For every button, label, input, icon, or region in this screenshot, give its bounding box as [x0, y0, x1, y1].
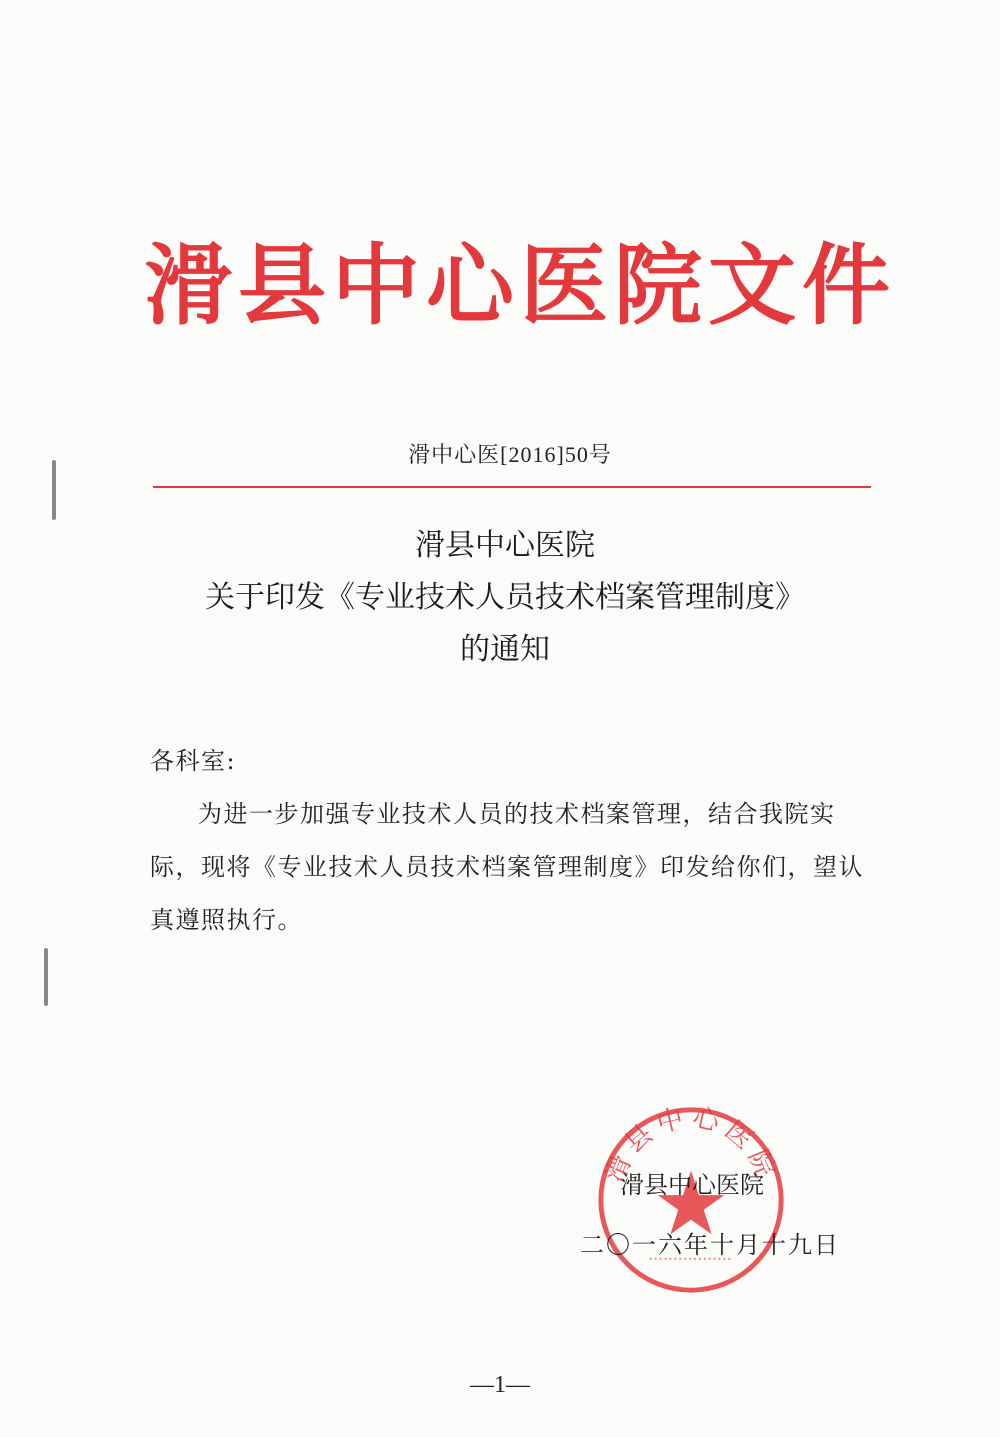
official-seal: [593, 1102, 789, 1298]
issuer-header: 滑县中心医院文件: [143, 233, 896, 337]
signature-organization: 滑县中心医院: [620, 1171, 764, 1199]
header-divider: [153, 486, 871, 488]
title-line-3: 的通知: [460, 632, 550, 667]
seal-text: 滑县中心医院: [599, 1102, 783, 1188]
staple-mark-top: [52, 460, 56, 520]
page-number: —1—: [470, 1372, 530, 1398]
body-paragraph: 为进一步加强专业技术人员的技术档案管理，结合我院实际，现将《专业技术人员技术档案管理制度》印发给你们，望认真遵照执行。: [150, 800, 864, 934]
title-line-2: 关于印发《专业技术人员技术档案管理制度》: [205, 580, 805, 615]
document-number: 滑中心医[2016]50号: [408, 442, 612, 467]
title-line-1: 滑县中心医院: [415, 528, 595, 563]
notice-title: [100, 520, 910, 676]
signature-date: 二〇一六年十月十九日: [580, 1231, 840, 1259]
staple-mark-bottom: [44, 948, 48, 1006]
notice-body: [150, 735, 870, 947]
salutation: 各科室:: [150, 747, 237, 775]
